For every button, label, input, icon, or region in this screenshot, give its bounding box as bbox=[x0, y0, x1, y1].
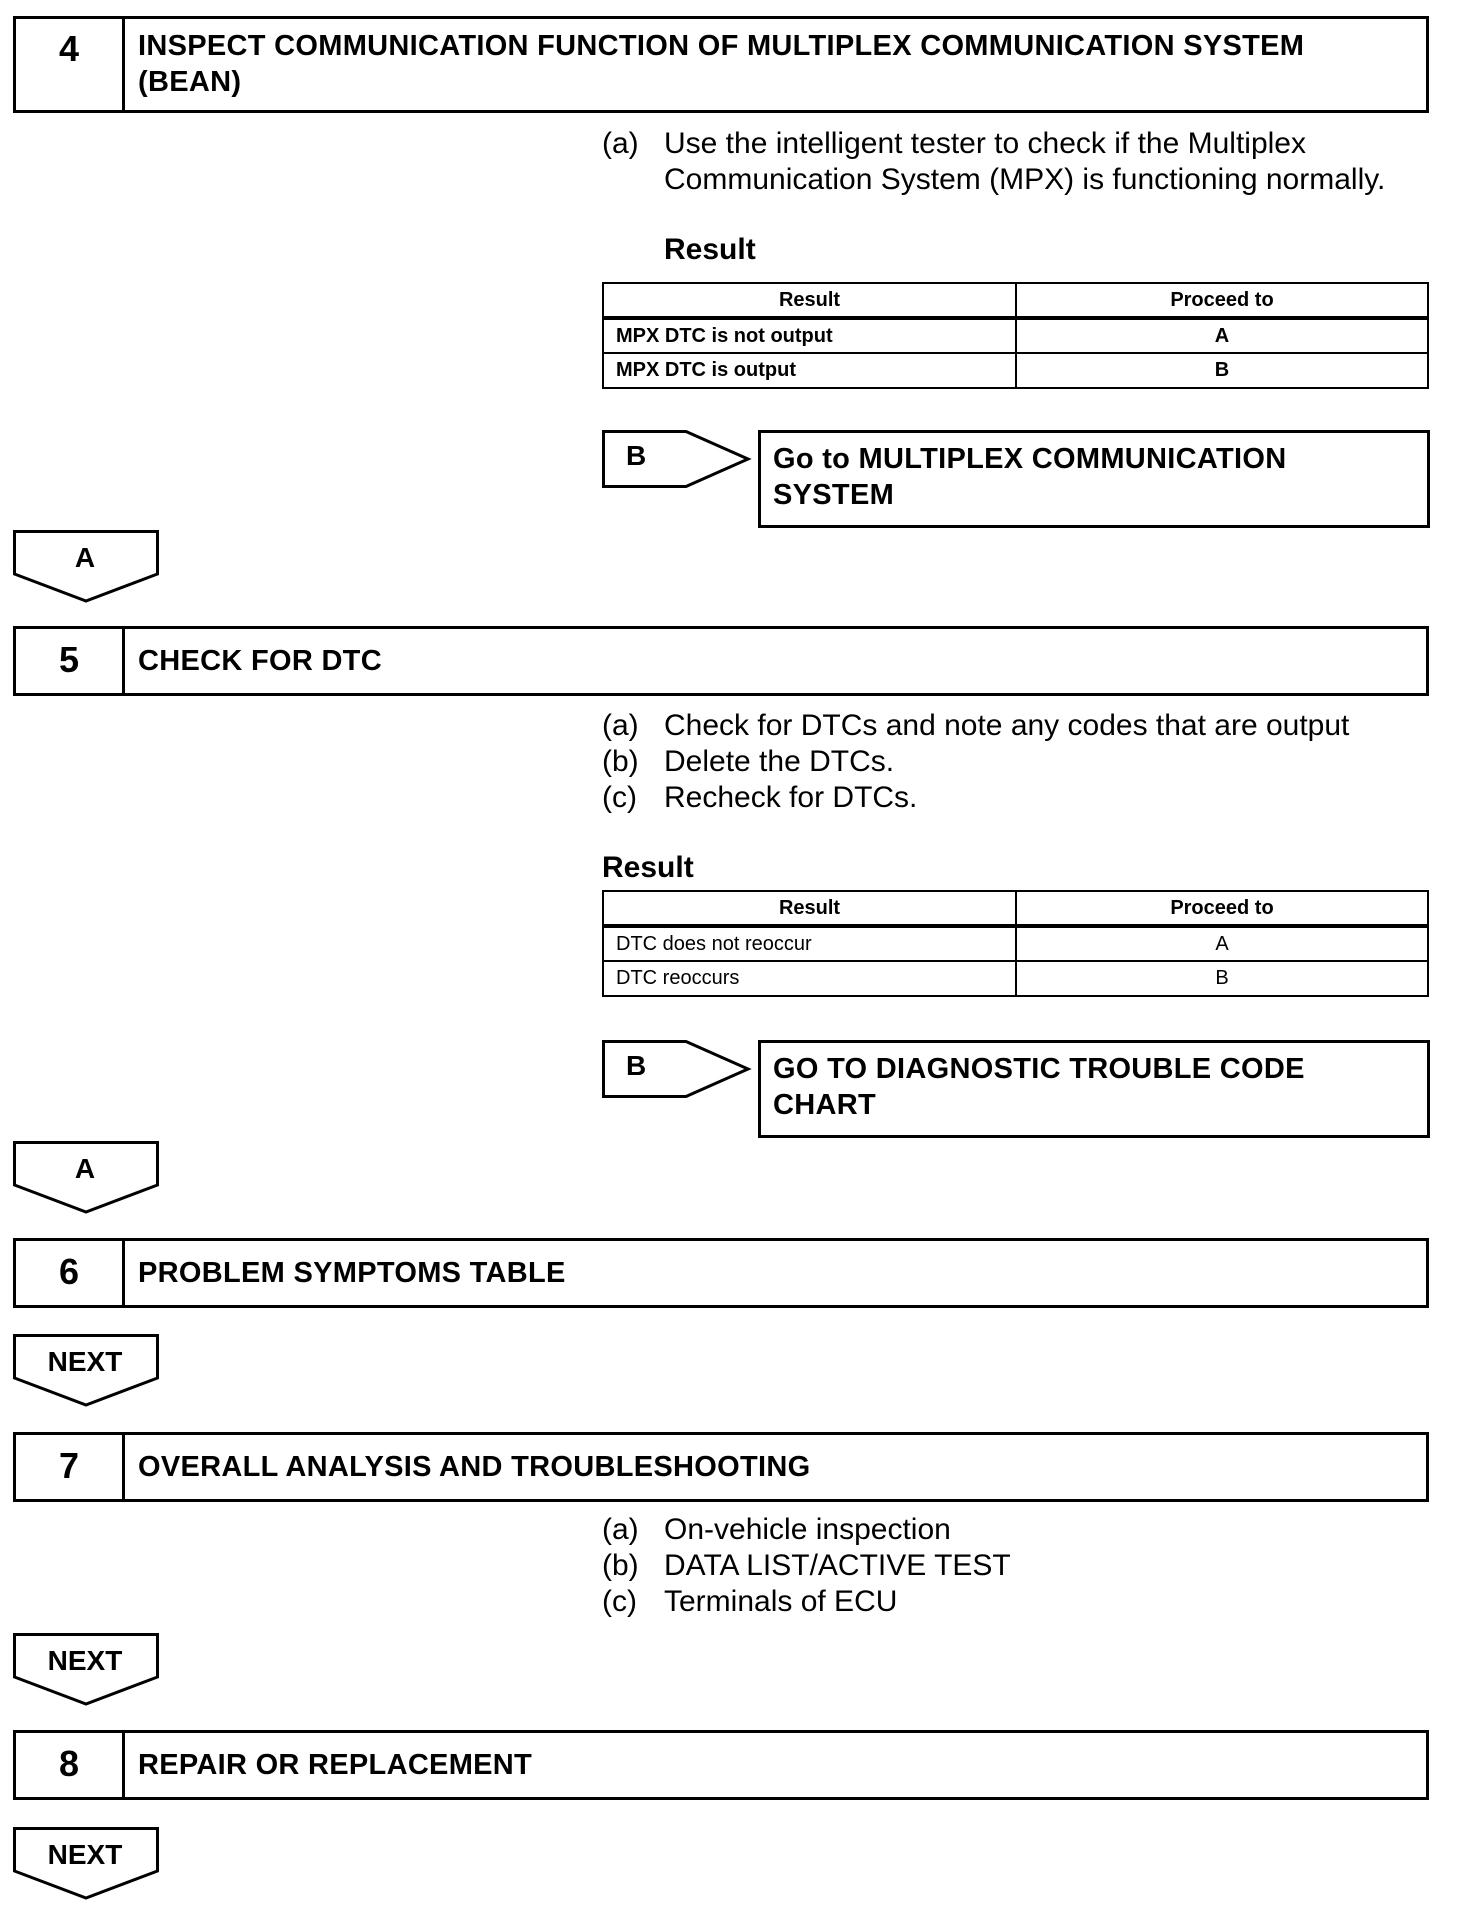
sub-item-a bbox=[602, 708, 1422, 744]
item-label: (b) bbox=[602, 1549, 639, 1582]
step-6-header bbox=[13, 1238, 1429, 1308]
next-label: A bbox=[74, 1153, 96, 1184]
item-label: (a) bbox=[602, 1513, 639, 1546]
sub-item-c bbox=[602, 1584, 1422, 1620]
item-label: (a) bbox=[602, 709, 639, 742]
table-cell: A bbox=[1016, 318, 1428, 353]
step-5-header bbox=[13, 626, 1429, 696]
step-title: REPAIR OR REPLACEMENT bbox=[138, 1749, 533, 1781]
step-7-header bbox=[13, 1432, 1429, 1502]
table-cell: DTC does not reoccur bbox=[603, 926, 1016, 961]
branch-arrow-b bbox=[602, 1040, 752, 1098]
item-text: DATA LIST/ACTIVE TEST bbox=[664, 1549, 1011, 1582]
step-number: 7 bbox=[16, 1435, 125, 1499]
item-label: (a) bbox=[602, 127, 639, 160]
sub-item-c bbox=[602, 780, 1422, 816]
item-label: (b) bbox=[602, 745, 639, 778]
branch-label: B bbox=[626, 440, 647, 471]
step-number: 8 bbox=[16, 1733, 125, 1797]
next-label: NEXT bbox=[47, 1839, 123, 1870]
goto-box bbox=[758, 1040, 1430, 1138]
goto-box bbox=[758, 430, 1430, 528]
next-label: NEXT bbox=[47, 1645, 123, 1676]
branch-arrow-b bbox=[602, 430, 752, 488]
result-heading: Result bbox=[664, 233, 756, 266]
column-header: Proceed to bbox=[1016, 891, 1428, 926]
column-header: Result bbox=[603, 283, 1016, 318]
branch-label: B bbox=[626, 1050, 647, 1081]
item-text-line: Use the intelligent tester to check if the Multiplex bbox=[664, 127, 1306, 160]
table-cell: MPX DTC is output bbox=[603, 353, 1016, 388]
step-title: CHECK FOR DTC bbox=[138, 645, 382, 677]
table-header-row bbox=[603, 283, 1428, 318]
step-title: PROBLEM SYMPTOMS TABLE bbox=[138, 1257, 566, 1289]
goto-line: GO TO DIAGNOSTIC TROUBLE CODE bbox=[773, 1053, 1305, 1085]
step-number: 4 bbox=[16, 19, 125, 110]
item-text-line: Communication System (MPX) is functioning normally. bbox=[664, 163, 1386, 196]
step-number: 5 bbox=[16, 629, 125, 693]
column-header: Result bbox=[603, 891, 1016, 926]
item-label: (c) bbox=[602, 1585, 637, 1618]
result-heading: Result bbox=[602, 851, 694, 884]
next-arrow-a bbox=[13, 530, 159, 604]
step-title bbox=[138, 28, 1406, 100]
goto-line: CHART bbox=[773, 1089, 876, 1121]
next-arrow bbox=[13, 1633, 159, 1707]
table-cell: A bbox=[1016, 926, 1428, 961]
goto-line: SYSTEM bbox=[773, 479, 895, 511]
table-row bbox=[603, 318, 1428, 353]
sub-item-b bbox=[602, 744, 1422, 780]
right-arrow-icon bbox=[602, 430, 752, 488]
step-number: 6 bbox=[16, 1241, 125, 1305]
table-header-row bbox=[603, 891, 1428, 926]
table-cell: DTC reoccurs bbox=[603, 961, 1016, 996]
table-row bbox=[603, 961, 1428, 996]
sub-item-a bbox=[602, 126, 1422, 198]
item-text: On-vehicle inspection bbox=[664, 1513, 951, 1546]
step-4-header bbox=[13, 16, 1429, 113]
table-row bbox=[603, 926, 1428, 961]
step-title-line: (BEAN) bbox=[138, 66, 242, 98]
result-table bbox=[602, 890, 1429, 997]
item-text: Delete the DTCs. bbox=[664, 745, 895, 778]
next-label: A bbox=[74, 542, 96, 573]
column-header: Proceed to bbox=[1016, 283, 1428, 318]
item-text: Terminals of ECU bbox=[664, 1585, 898, 1618]
right-arrow-icon bbox=[602, 1040, 752, 1098]
item-text: Check for DTCs and note any codes that are output bbox=[664, 709, 1350, 742]
table-cell: MPX DTC is not output bbox=[603, 318, 1016, 353]
item-label: (c) bbox=[602, 781, 637, 814]
sub-item-a bbox=[602, 1512, 1422, 1548]
item-text bbox=[664, 126, 1385, 198]
next-arrow-a bbox=[13, 1141, 159, 1215]
sub-item-b bbox=[602, 1548, 1422, 1584]
goto-line: Go to MULTIPLEX COMMUNICATION bbox=[773, 443, 1287, 475]
step-8-header bbox=[13, 1730, 1429, 1800]
item-text: Recheck for DTCs. bbox=[664, 781, 918, 814]
next-arrow bbox=[13, 1827, 159, 1901]
table-row bbox=[603, 353, 1428, 388]
result-table bbox=[602, 282, 1429, 389]
next-label: NEXT bbox=[47, 1346, 123, 1377]
step-title: OVERALL ANALYSIS AND TROUBLESHOOTING bbox=[138, 1451, 811, 1483]
next-arrow bbox=[13, 1334, 159, 1408]
table-cell: B bbox=[1016, 961, 1428, 996]
step-title-line: INSPECT COMMUNICATION FUNCTION OF MULTIPLEX COMMUNICATION SYSTEM bbox=[138, 30, 1305, 62]
table-cell: B bbox=[1016, 353, 1428, 388]
